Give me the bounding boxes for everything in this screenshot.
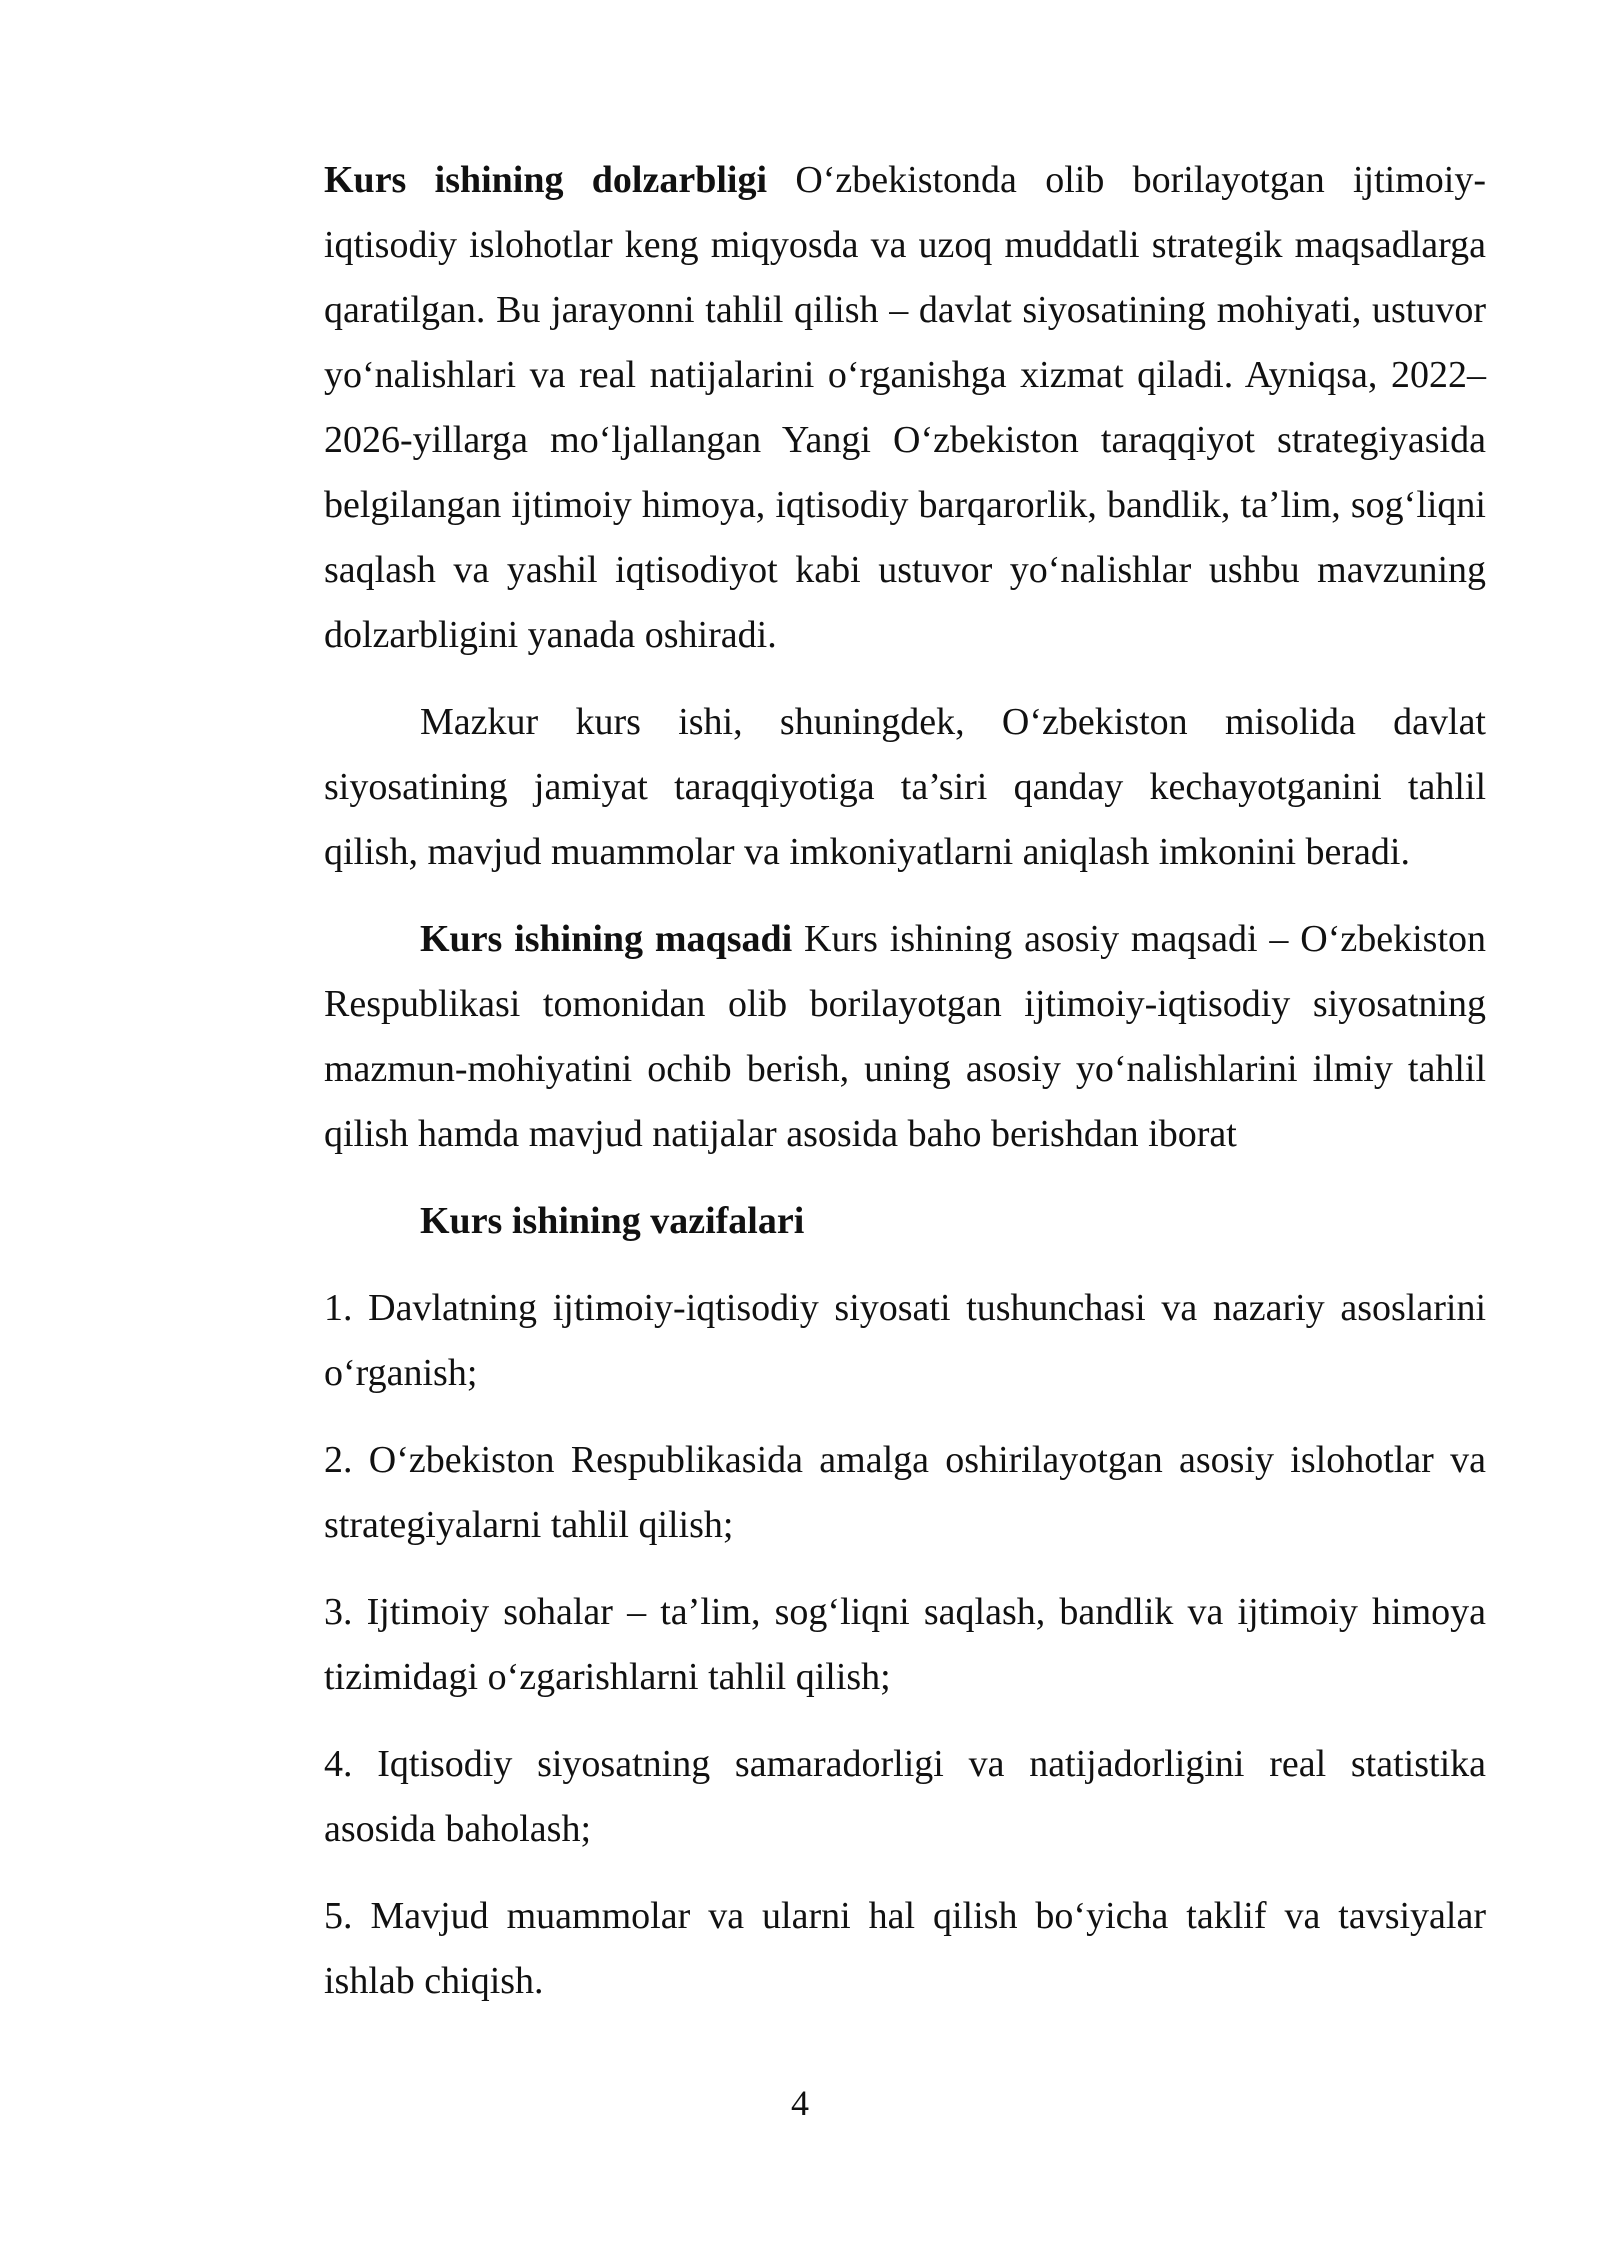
tasks-heading: Kurs ishining vazifalari (420, 1200, 805, 1242)
relevance-text: O‘zbekistonda olib borilayotgan ijtimoiy-iqtisodiy islohotlar keng miqyosda va uzoq muddatli strategik maqsadlarga qaratilgan. Bu jarayonni tahlil qilish – davlat siyosatining mohiyati, ustuvor yo‘nalishlari va real natijalarini o‘rganishga xizmat qiladi. Ayniqsa, 2022–2026-yillarga mo‘ljallangan Yangi O‘zbekiston taraqqiyot strategiyasida belgilangan ijtimoiy himoya, iqtisodiy barqarorlik, bandlik, ta’lim, sog‘liqni saqlash va yashil iqtisodiyot kabi ustuvor yo‘nalishlar ushbu mavzuning dolzarbligini yanada oshiradi. (324, 159, 1486, 656)
goal-paragraph (324, 907, 1486, 1167)
relevance-paragraph (324, 148, 1486, 668)
scope-paragraph: Mazkur kurs ishi, shuningdek, O‘zbekiston misolida davlat siyosatining jamiyat taraqqiyotiga ta’siri qanday kechayotganini tahlil qilish, mavjud muammolar va imkoniyatlarni aniqlash imkonini beradi. (324, 701, 1486, 873)
task-item-2: 2. O‘zbekiston Respublikasida amalga oshirilayotgan asosiy islohotlar va strategiyalarni tahlil qilish; (324, 1439, 1486, 1546)
goal-text: Kurs ishining asosiy maqsadi – O‘zbekiston Respublikasi tomonidan olib borilayotgan ijtimoiy-iqtisodiy siyosatning mazmun-mohiyatini ochib berish, uning asosiy yo‘nalishlarini ilmiy tahlil qilish hamda mavjud natijalar asosida baho berishdan iborat (324, 918, 1486, 1155)
task-item-3: 3. Ijtimoiy sohalar – ta’lim, sog‘liqni saqlash, bandlik va ijtimoiy himoya tizimidagi o‘zgarishlarni tahlil qilish; (324, 1591, 1486, 1698)
task-item-5: 5. Mavjud muammolar va ularni hal qilish bo‘yicha taklif va tavsiyalar ishlab chiqish. (324, 1895, 1486, 2002)
task-item-4: 4. Iqtisodiy siyosatning samaradorligi va natijadorligini real statistika asosida baholash; (324, 1743, 1486, 1850)
page-number: 4 (791, 2083, 809, 2123)
task-item-1: 1. Davlatning ijtimoiy-iqtisodiy siyosati tushunchasi va nazariy asoslarini o‘rganish; (324, 1287, 1486, 1394)
document-body (324, 148, 1486, 2014)
goal-heading: Kurs ishining maqsadi (420, 918, 793, 960)
relevance-heading: Kurs ishining dolzarbligi (324, 159, 768, 201)
